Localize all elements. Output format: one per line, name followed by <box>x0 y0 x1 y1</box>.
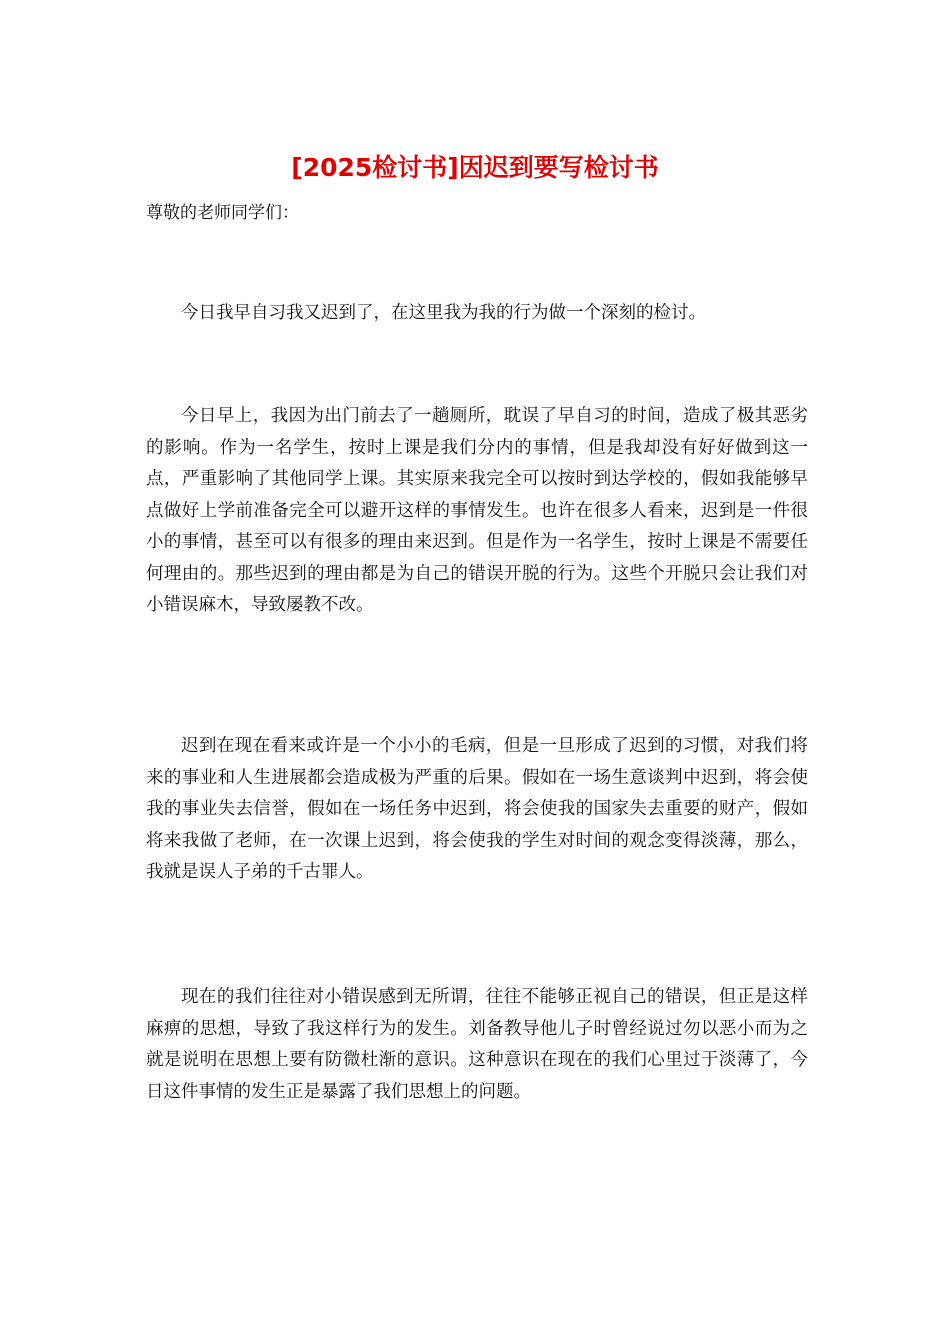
paragraph-2: 今日早上，我因为出门前去了一趟厕所，耽误了早自习的时间，造成了极其恶劣的影响。作为一名学生，按时上课是我们分内的事情，但是我却没有好好做到这一点，严重影响了其他同学上课。其实原来我完全可以按时到达学校的，假如我能够早点做好上学前准备完全可以避开这样的事情发生。也许在很多人看来，迟到是一件很小的事情，甚至可以有很多的理由来迟到。但是作为一名学生，按时上课是不需要任何理由的。那些迟到的理由都是为自己的错误开脱的行为。这些个开脱只会让我们对小错误麻木，导致屡教不改。 <box>146 406 808 615</box>
document-title: [2025检讨书]因迟到要写检讨书 <box>291 153 659 182</box>
salutation: 尊敬的老师同学们： <box>146 203 299 223</box>
paragraph-1: 今日我早自习我又迟到了，在这里我为我的行为做一个深刻的检讨。 <box>181 303 706 323</box>
paragraph-3: 迟到在现在看来或许是一个小小的毛病，但是一旦形成了迟到的习惯，对我们将来的事业和人生进展都会造成极为严重的后果。假如在一场生意谈判中迟到，将会使我的事业失去信誉，假如在一场任务中迟到，将会使我的国家失去重要的财产，假如将来我做了老师，在一次课上迟到，将会使我的学生对时间的观念变得淡薄，那么，我就是误人子弟的千古罪人。 <box>146 736 808 882</box>
paragraph-4: 现在的我们往往对小错误感到无所谓，往往不能够正视自己的错误，但正是这样麻痹的思想，导致了我这样行为的发生。刘备教导他儿子时曾经说过勿以恶小而为之就是说明在思想上要有防微杜渐的意识。这种意识在现在的我们心里过于淡薄了，今日这件事情的发生正是暴露了我们思想上的问题。 <box>146 987 808 1102</box>
